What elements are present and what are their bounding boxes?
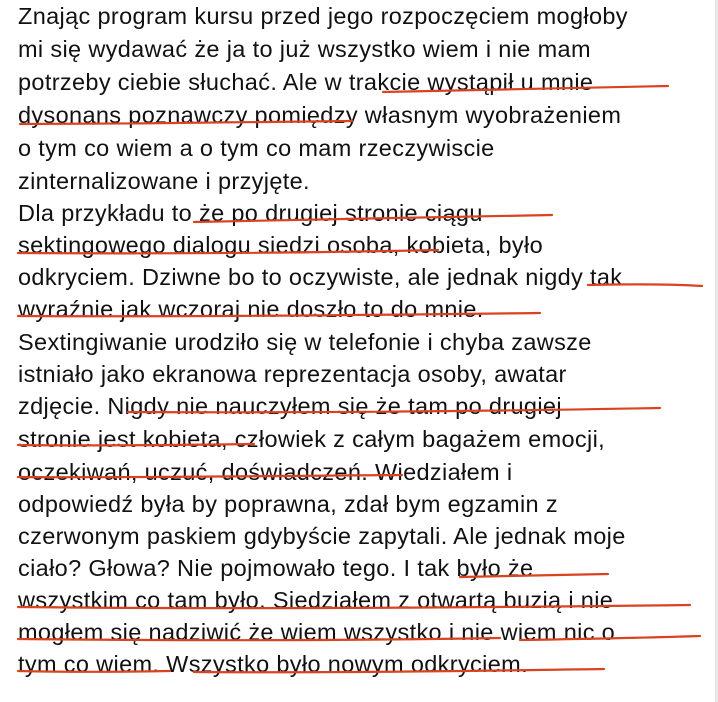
text-line-9: odkryciem. Dziwne bo to oczywiste, ale jednak nigdy tak	[18, 264, 623, 290]
text-line-5: o tym co wiem a o tym co mam rzeczywiscie	[18, 135, 495, 161]
text-line-2: mi się wydawać że ja to już wszystko wiem i nie mam	[18, 36, 591, 62]
text-line-3: potrzeby ciebie słuchać. Ale w trakcie wystąpił u mnie	[18, 69, 594, 95]
text-line-11: Sextingiwanie urodziło się w telefonie i chyba zawsze	[18, 329, 592, 355]
text-line-20: mogłem się nadziwić że wiem wszystko i nie wiem nic o	[18, 619, 616, 645]
text-line-7: Dla przykładu to że po drugiej stronie ciągu	[18, 200, 483, 226]
text-line-10: wyraźnie jak wczoraj nie doszło to do mnie.	[18, 296, 484, 322]
text-line-18: ciało? Głowa? Nie pojmowało tego. I tak było że	[18, 555, 534, 581]
text-line-15: oczekiwań, uczuć, doświadczeń. Wiedziałem i	[18, 459, 513, 485]
text-line-21: tym co wiem. Wszystko było nowym odkryciem.	[18, 651, 528, 677]
text-line-13: zdjęcie. Nigdy nie nauczyłem się że tam po drugiej	[18, 393, 562, 419]
text-line-14: stronie jest kobieta, człowiek z całym bagażem emocji,	[18, 426, 606, 452]
text-line-1: Znając program kursu przed jego rozpoczęciem mogłoby	[18, 3, 628, 29]
text-line-6: zinternalizowane i przyjęte.	[18, 168, 310, 194]
text-line-12: istniało jako ekranowa reprezentacja osoby, awatar	[18, 361, 567, 387]
text-line-16: odpowiedź była by poprawna, zdał bym egzamin z	[18, 491, 558, 517]
text-line-4: dysonans poznawczy pomiędzy własnym wyobrażeniem	[18, 102, 622, 128]
text-line-8: sektingowego dialogu siedzi osoba, kobieta, było	[18, 232, 543, 258]
text-line-19: wszystkim co tam było. Siedziałem z otwartą buzią i nie	[18, 587, 614, 613]
text-line-17: czerwonym paskiem gdybyście zapytali. Ale jednak moje	[18, 523, 626, 549]
